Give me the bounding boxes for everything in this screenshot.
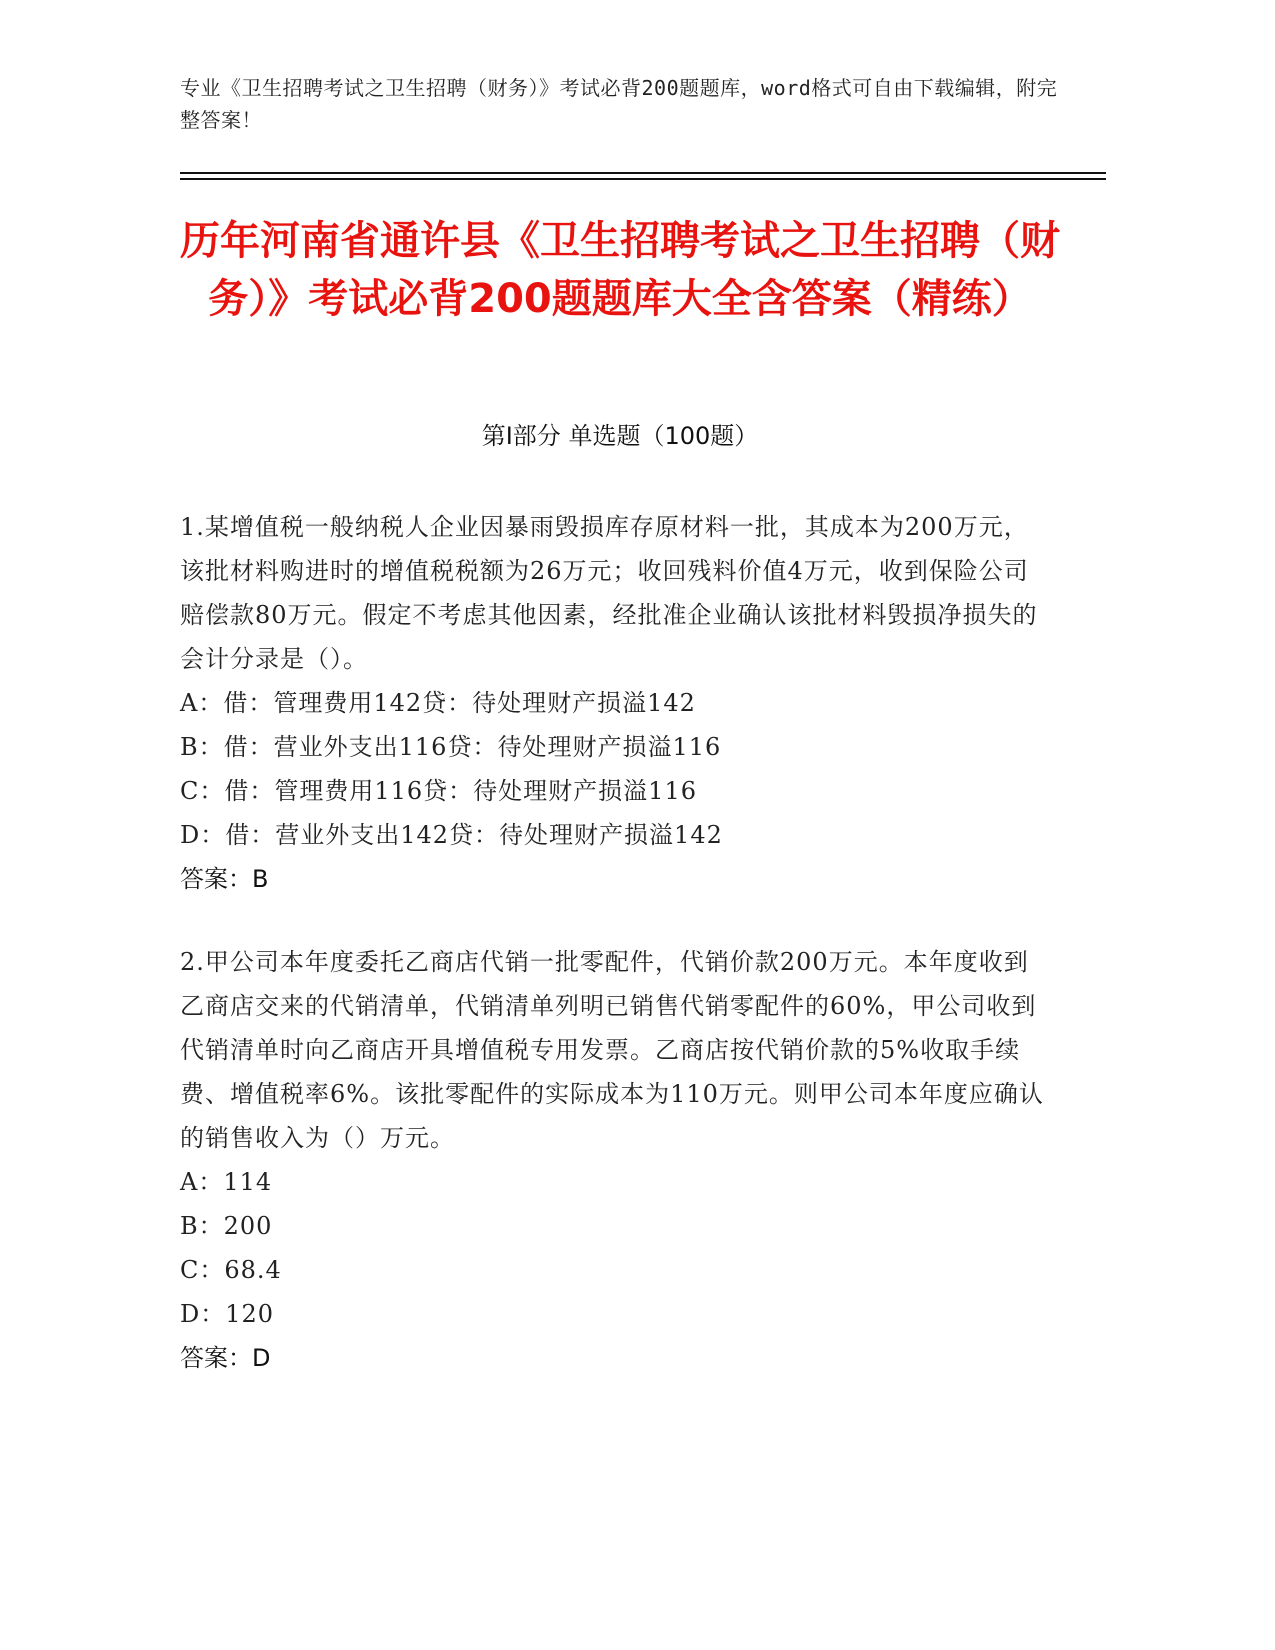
document-title: 历年河南省通许县《卫生招聘考试之卫生招聘（财务）》考试必背200题题库大全含答案（精练） [180, 218, 1060, 322]
header-note: 专业《卫生招聘考试之卫生招聘（财务）》考试必背200题题库，word格式可自由下载编辑，附完整答案！ [180, 76, 1058, 132]
option-b: B：200 [180, 1212, 273, 1240]
option-d: D：借：营业外支出142贷：待处理财产损溢142 [180, 821, 723, 849]
header-rule-top [180, 172, 1106, 174]
header-rule-bottom [180, 178, 1106, 180]
option-d: D：120 [180, 1300, 275, 1328]
answer: 答案：B [180, 865, 269, 893]
question-stem: 2.甲公司本年度委托乙商店代销一批零配件，代销价款200万元。本年度收到乙商店交来的代销清单，代销清单列明已销售代销零配件的60%，甲公司收到代销清单时向乙商店开具增值税专用发票。乙商店按代销价款的5%收取手续费、增值税率6%。该批零配件的实际成本为110万元。则甲公司本年度应确认的销售收入为（）万元。 [180, 948, 1044, 1152]
option-c: C：借：管理费用116贷：待处理财产损溢116 [180, 777, 697, 805]
option-a: A：借：管理费用142贷：待处理财产损溢142 [180, 689, 696, 717]
option-c: C：68.4 [180, 1256, 282, 1284]
option-b: B：借：营业外支出116贷：待处理财产损溢116 [180, 733, 722, 761]
option-a: A：114 [180, 1168, 273, 1196]
question-2 [180, 940, 1050, 1380]
question-stem: 1.某增值税一般纳税人企业因暴雨毁损库存原材料一批，其成本为200万元，该批材料购进时的增值税税额为26万元；收回残料价值4万元，收到保险公司赔偿款80万元。假定不考虑其他因素，经批准企业确认该批材料毁损净损失的会计分录是（）。 [180, 513, 1038, 673]
question-1 [180, 505, 1050, 901]
section-title: 第I部分 单选题（100题） [481, 422, 759, 450]
answer: 答案：D [180, 1344, 271, 1372]
